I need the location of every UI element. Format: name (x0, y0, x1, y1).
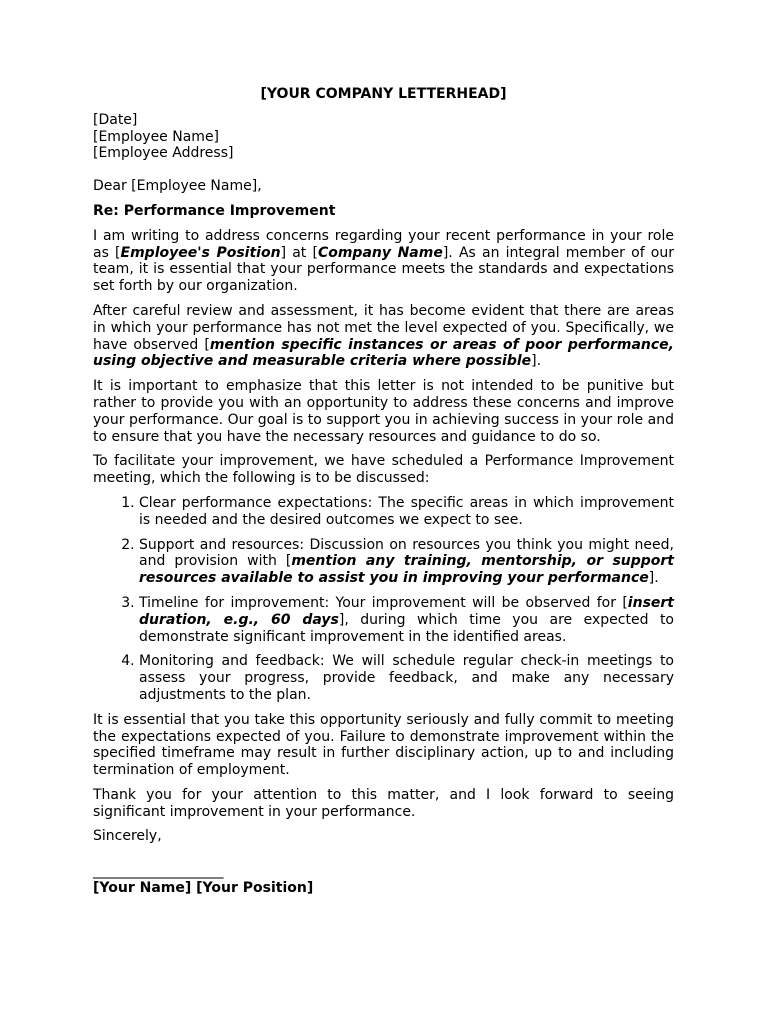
resources-placeholder: mention any training, mentorship, or support resources available to assist you in improving your performance (139, 553, 675, 587)
company-placeholder: Company Name (317, 244, 443, 261)
employee-name-line: [Employee Name] (93, 128, 220, 145)
discussion-list (93, 495, 674, 704)
paragraph-purpose: It is important to emphasize that this letter is not intended to be punitive but rather to provide you with an opportunity to address these concerns and improve your performance. Our goal is to support you in achieving success in your role and to ensure that you have the necessary resources and guidance to do so. (93, 378, 674, 445)
paragraph-intro: I am writing to address concerns regarding your recent performance in your role as [Employee's Position] at [Company Name]. As an integral member of our team, it is essential that your performance meets the standards and expectations set forth by our organization. (93, 227, 674, 295)
list-item: 4. Monitoring and feedback: We will schedule regular check-in meetings to assess your progress, provide feedback, and make any necessary adjustments to the plan. (139, 653, 674, 703)
list-item: 1. Clear performance expectations: The specific areas in which improvement is needed and the desired outcomes we expect to see. (139, 495, 674, 529)
company-letterhead: [YOUR COMPANY LETTERHEAD] (260, 86, 507, 102)
date-line: [Date] (93, 111, 138, 128)
list-item: 3. Timeline for improvement: Your improvement will be observed for [insert duration, e.g., 60 days], during which time you are expected to demonstrate significant improvement in the identified areas. (139, 595, 674, 645)
closing: Sincerely, (93, 828, 162, 845)
duration-placeholder: insert duration, e.g., 60 days (139, 594, 674, 628)
signature-line: ____________________ (93, 863, 223, 880)
employee-address-line: [Employee Address] (93, 145, 234, 162)
position-placeholder: Employee's Position (120, 244, 281, 261)
paragraph-meeting: To facilitate your improvement, we have scheduled a Performance Improvement meeting, which the following is to be discussed: (93, 453, 674, 487)
paragraph-commitment: It is essential that you take this opportunity seriously and fully commit to meeting the expectations expected of you. Failure to demonstrate improvement within the specified timeframe may result in further disciplinary action, up to and including termination of employment. (93, 711, 674, 779)
instances-placeholder: mention specific instances or areas of poor performance, using objective and measurable criteria where possible (93, 336, 674, 370)
list-item: 2. Support and resources: Discussion on resources you think you might need, and provision with [mention any training, mentorship, or support resources available to assist you in improving your performance]. (139, 537, 674, 587)
signature-name: [Your Name] [Your Position] (93, 880, 314, 897)
paragraph-assessment: After careful review and assessment, it has become evident that there are areas in which your performance has not met the level expected of you. Specifically, we have observed [mention specific instances or areas of poor performance, using objective and measurable criteria where possible]. (93, 302, 674, 370)
subject-line: Re: Performance Improvement (93, 202, 336, 219)
letter-document (93, 86, 674, 897)
salutation: Dear [Employee Name], (93, 178, 262, 195)
paragraph-thanks: Thank you for your attention to this matter, and I look forward to seeing significant improvement in your performance. (93, 786, 674, 820)
